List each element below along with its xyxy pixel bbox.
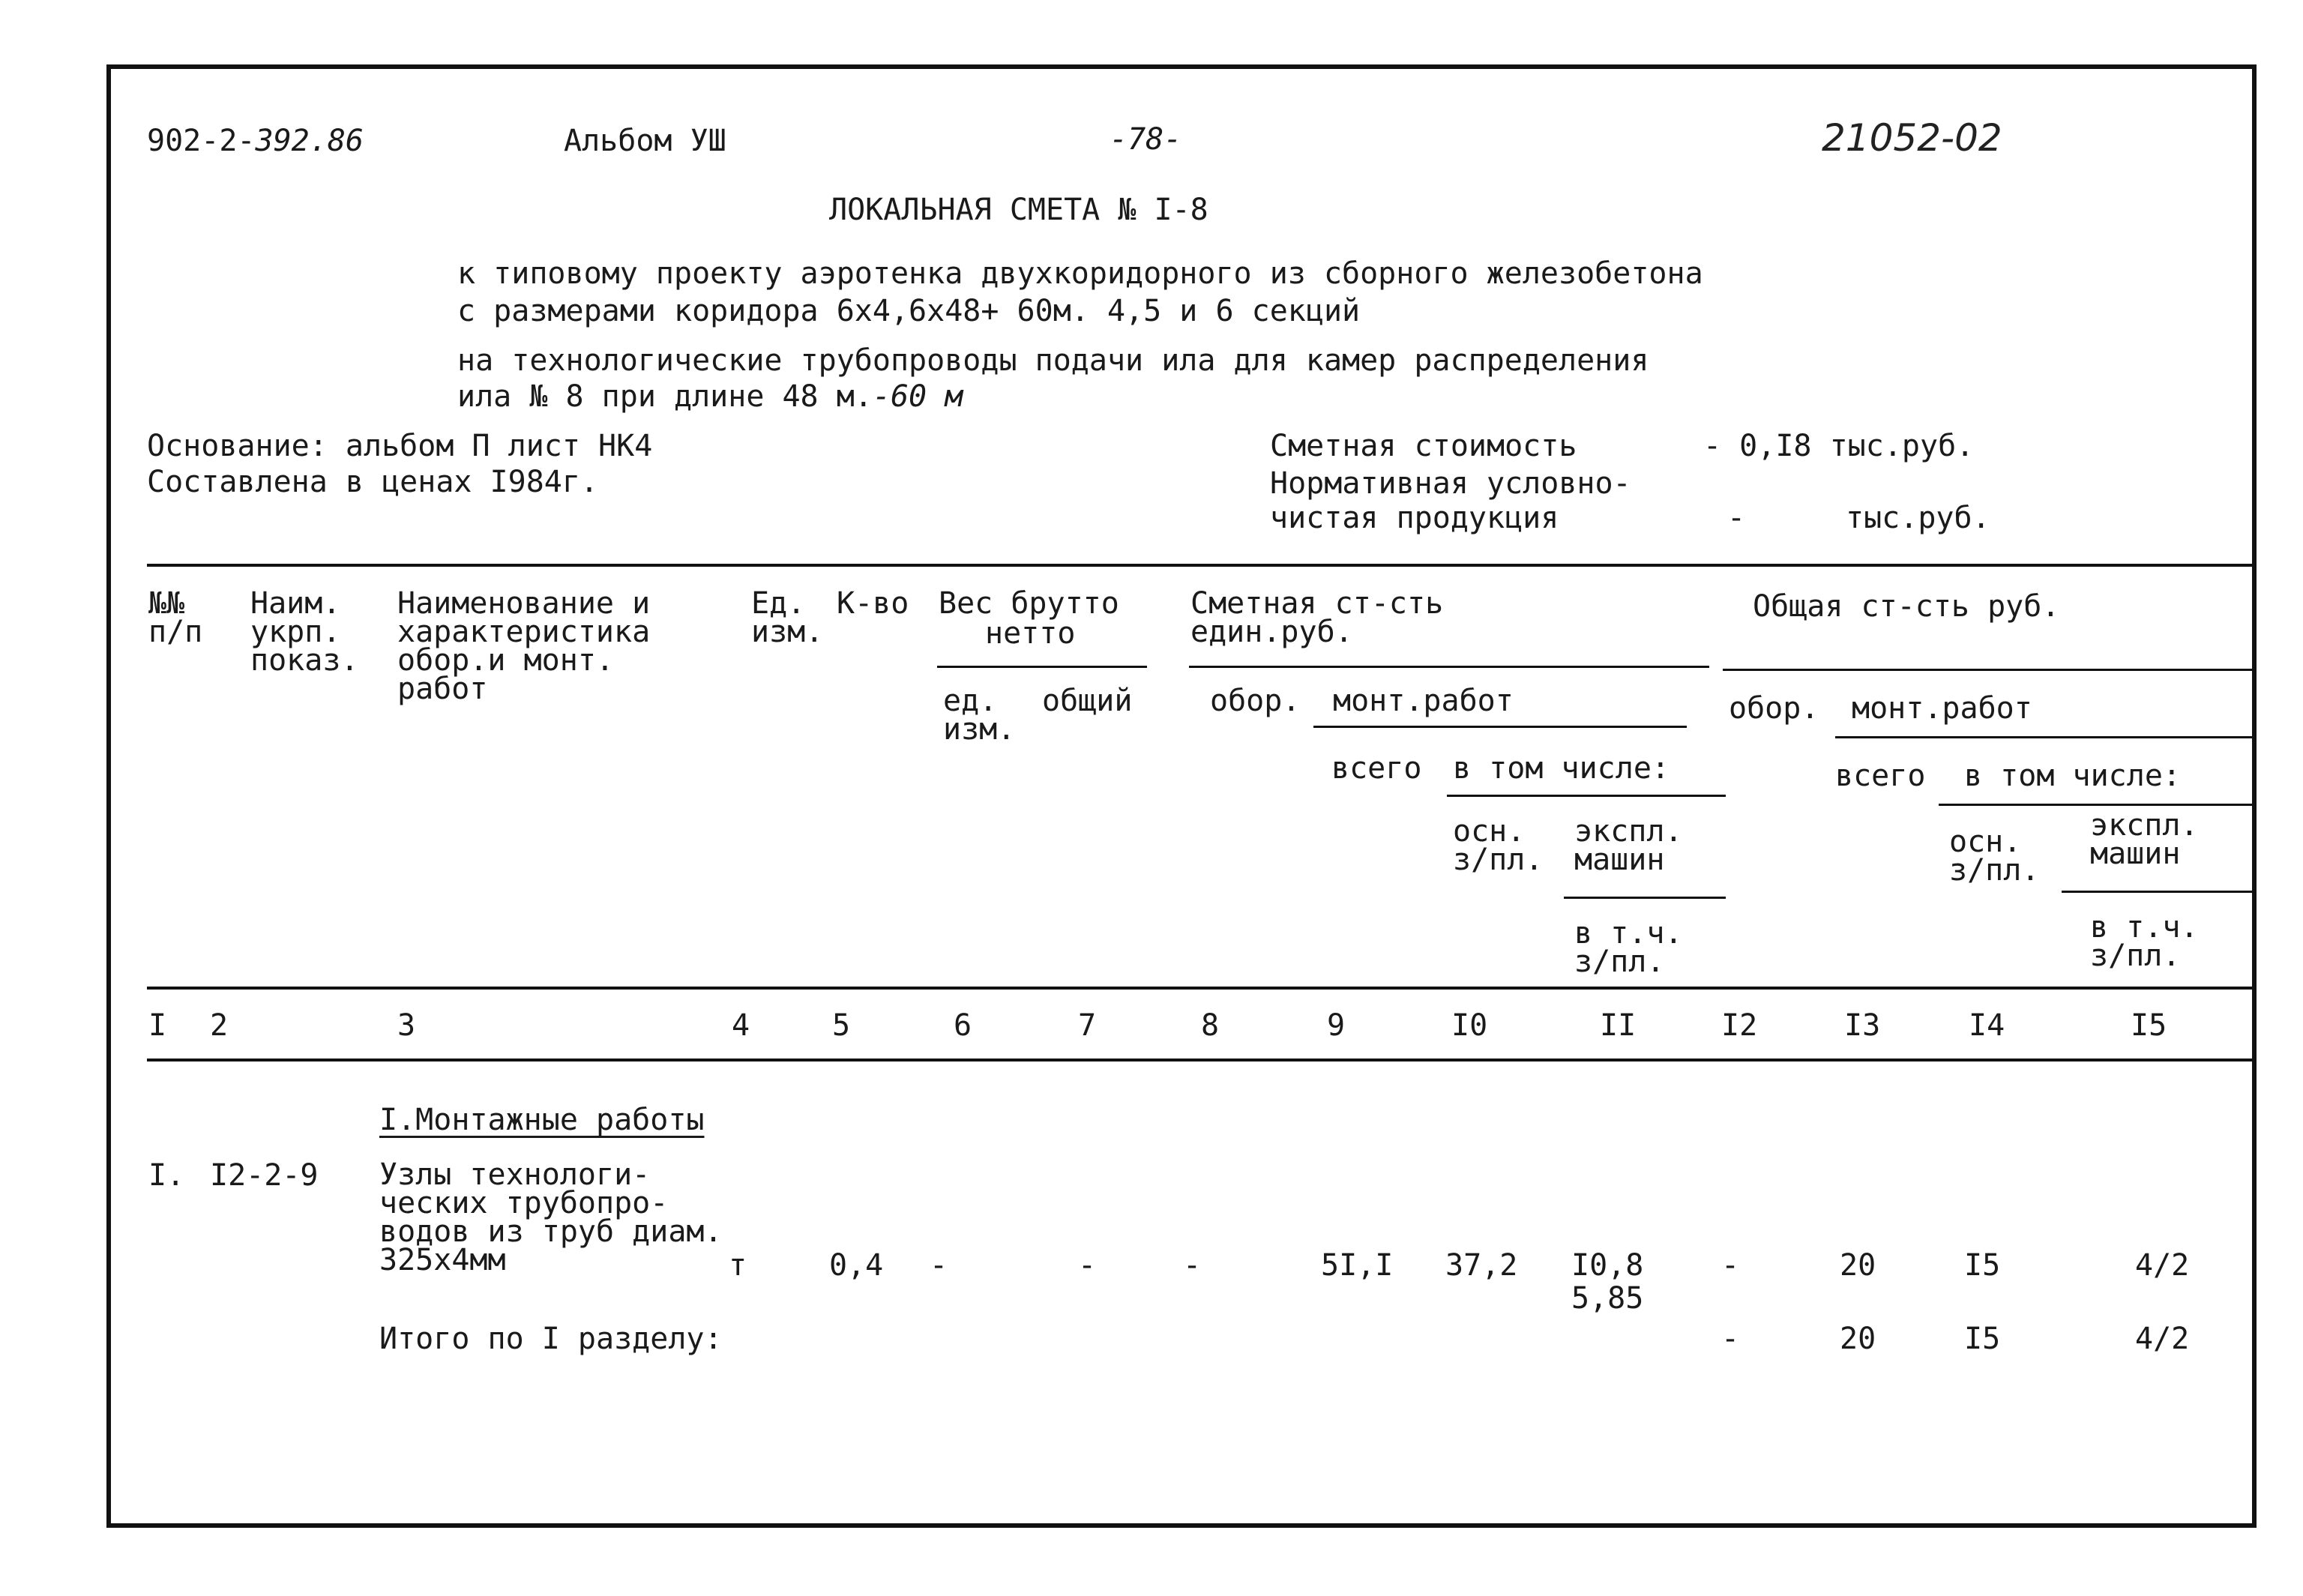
row-code: I2-2-9 bbox=[210, 1158, 319, 1193]
cost-value-1: - 0,I8 тыс.руб. bbox=[1703, 429, 1975, 463]
album-label: Альбом УШ bbox=[564, 124, 726, 158]
th-salary: осн. з/пл. bbox=[1453, 814, 1544, 877]
th-incl: в том числе: bbox=[1453, 751, 1670, 786]
total-c12: - bbox=[1721, 1322, 1740, 1356]
th-qty: К-во bbox=[837, 586, 909, 621]
th-mount: монт.работ bbox=[1333, 684, 1514, 718]
col-num-14: I4 bbox=[1969, 1008, 2005, 1043]
page-number: -78- bbox=[1110, 122, 1182, 157]
row-qty: 0,4 bbox=[829, 1248, 884, 1283]
col-num-11: II bbox=[1600, 1008, 1637, 1043]
th-salary-2: осн. з/пл. bbox=[1949, 825, 2040, 888]
row-c13: 20 bbox=[1840, 1248, 1876, 1283]
th-incl-salary: в т.ч. з/пл. bbox=[1574, 916, 1683, 979]
row-c15: 4/2 bbox=[2135, 1248, 2190, 1283]
cost-value-2-dash: - bbox=[1727, 501, 1746, 535]
row-c11b: 5,85 bbox=[1571, 1281, 1644, 1316]
th-machines-2: экспл. машин bbox=[2090, 808, 2199, 871]
total-label: Итого по I разделу: bbox=[379, 1322, 723, 1356]
cost-label-2: Нормативная условно- bbox=[1270, 466, 1631, 501]
cost-label-3: чистая продукция bbox=[1270, 501, 1559, 535]
total-c14: I5 bbox=[1964, 1322, 2001, 1356]
basis-line-1: Основание: альбом П лист НК4 bbox=[147, 429, 653, 463]
cost-label-1: Сметная стоимость bbox=[1270, 429, 1577, 463]
col-num-5: 5 bbox=[832, 1008, 851, 1043]
col-num-10: I0 bbox=[1451, 1008, 1488, 1043]
col-num-7: 7 bbox=[1078, 1008, 1097, 1043]
basis-line-2: Составлена в ценах I984г. bbox=[147, 465, 599, 499]
th-weight-total: общий bbox=[1042, 684, 1133, 718]
row-num: I. bbox=[148, 1158, 185, 1193]
machines2-line bbox=[2062, 891, 2257, 893]
th-incl-2: в том числе: bbox=[1964, 759, 2181, 793]
col-num-3: 3 bbox=[397, 1008, 416, 1043]
th-code: Наим. укрп. показ. bbox=[250, 586, 359, 678]
row-c14: I5 bbox=[1964, 1248, 2001, 1283]
project-code-handwritten: 392.86 bbox=[255, 124, 364, 158]
mount2-line bbox=[1835, 736, 2257, 738]
total-c15: 4/2 bbox=[2135, 1322, 2190, 1356]
table-top-line bbox=[147, 564, 2257, 567]
th-unit-cost: Сметная ст-сть един.руб. bbox=[1190, 586, 1444, 649]
row-c9: 5I,I bbox=[1321, 1248, 1394, 1283]
col-num-8: 8 bbox=[1201, 1008, 1220, 1043]
row-unit: т bbox=[729, 1248, 747, 1283]
col-num-13: I3 bbox=[1844, 1008, 1881, 1043]
th-num: №№ п/п bbox=[148, 586, 203, 649]
total-cost-line bbox=[1723, 669, 2257, 671]
th-weight: Вес брутто bbox=[939, 586, 1119, 621]
col-num-2: 2 bbox=[210, 1008, 229, 1043]
document-number: 21052-02 bbox=[1822, 116, 2002, 160]
row-name: Узлы технологи- ческих трубопро- водов из труб диам. 325х4мм bbox=[379, 1157, 723, 1277]
subtitle-line-3: на технологические трубопроводы подачи ила для камер распределения bbox=[457, 343, 1649, 378]
col-num-15: I5 bbox=[2131, 1008, 2167, 1043]
row-c10: 37,2 bbox=[1445, 1248, 1518, 1283]
incl2-line bbox=[1939, 804, 2257, 806]
th-total-2: всего bbox=[1835, 759, 1926, 793]
col-num-12: I2 bbox=[1721, 1008, 1758, 1043]
mount-line bbox=[1313, 726, 1687, 728]
th-weight-net: нетто bbox=[985, 616, 1076, 651]
section-title: I.Монтажные работы bbox=[379, 1103, 705, 1137]
page-title: ЛОКАЛЬНАЯ СМЕТА № I-8 bbox=[829, 193, 1208, 227]
row-c12: - bbox=[1721, 1248, 1740, 1283]
subtitle-line-4: ила № 8 при длине 48 м.-60 м bbox=[457, 379, 963, 414]
th-unit: Ед. изм. bbox=[751, 586, 824, 649]
col-num-9: 9 bbox=[1327, 1008, 1346, 1043]
project-code: 902-2-392.86 bbox=[147, 124, 364, 158]
column-numbers-line bbox=[147, 1059, 2257, 1062]
th-incl-salary-2: в т.ч. з/пл. bbox=[2090, 910, 2199, 973]
header-bottom-line bbox=[147, 987, 2257, 990]
th-weight-unit: ед. изм. bbox=[943, 684, 1016, 747]
incl-line bbox=[1447, 795, 1726, 797]
weight-net-line bbox=[937, 666, 1147, 668]
total-c13: 20 bbox=[1840, 1322, 1876, 1356]
row-c11a: I0,8 bbox=[1571, 1248, 1644, 1283]
cost-value-2-unit: тыс.руб. bbox=[1846, 501, 1990, 535]
th-equip: обор. bbox=[1210, 684, 1301, 718]
subtitle-line-1: к типовому проекту аэротенка двухкоридорного из сборного железобетона bbox=[457, 256, 1703, 291]
th-total: всего bbox=[1331, 751, 1422, 786]
th-total-cost: Общая ст-сть руб. bbox=[1753, 589, 2060, 624]
th-name: Наименование и характеристика обор.и монт. работ bbox=[397, 586, 651, 706]
row-c8: - bbox=[1183, 1248, 1202, 1283]
th-equip-2: обор. bbox=[1729, 691, 1819, 726]
row-c6: - bbox=[930, 1248, 948, 1283]
col-num-6: 6 bbox=[954, 1008, 972, 1043]
subtitle-line-2: с размерами коридора 6х4,6х48+ 60м. 4,5 и 6 секций bbox=[457, 294, 1361, 328]
th-machines: экспл. машин bbox=[1574, 814, 1683, 877]
th-mount-2: монт.работ bbox=[1852, 691, 2032, 726]
machines-line bbox=[1564, 897, 1726, 899]
col-num-4: 4 bbox=[732, 1008, 750, 1043]
col-num-1: I bbox=[148, 1008, 167, 1043]
row-c7: - bbox=[1078, 1248, 1097, 1283]
unit-cost-line bbox=[1189, 666, 1709, 668]
